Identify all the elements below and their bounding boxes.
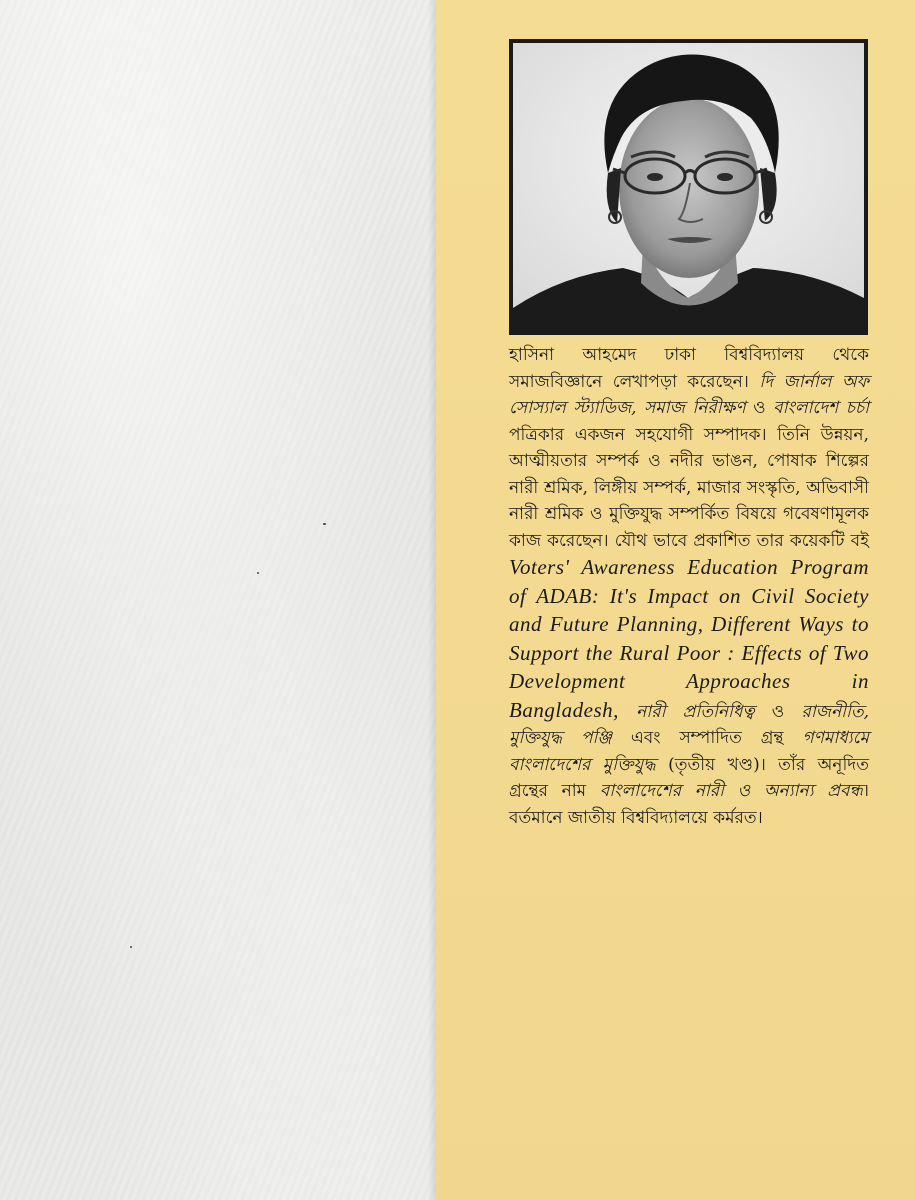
bio-text: পত্রিকার একজন সহযোগী সম্পাদক। তিনি উন্নয়ন, আত্মীয়তার সম্পর্ক ও নদীর ভাঙন, পোষাক শিল্পের নারী শ্রমিক, লিঙ্গীয় সম্পর্ক, মাজার সংস্কৃতি, অভিবাসী নারী শ্রমিক ও মুক্তিযুদ্ধ সম্পর্কিত বিষয়ে গবেষণামূলক কাজ করেছেন। যৌথ ভাবে প্রকাশিত তার কয়েকটি বই [509, 424, 869, 551]
author-photo [513, 43, 864, 331]
author-biography [509, 342, 869, 831]
bio-text: ও [745, 398, 774, 418]
bio-journal-title: বাংলাদেশ চর্চা [773, 398, 869, 418]
bio-book-title: রাজনীতি, মুক্তিযুদ্ধ পঞ্জি [509, 701, 870, 748]
bio-english-book-titles: Voters' Awareness Education Program of ADAB: It's Impact on Civil Society and Future Planning, Different Ways to Support the Rural Poor : Effects of Two Development Approaches in Bangladesh, [509, 555, 869, 722]
bio-text: হাসিনা আহমেদ ঢাকা বিশ্ববিদ্যালয় থেকে সমাজবিজ্ঞানে লেখাপড়া করেছেন। [509, 345, 869, 392]
bio-book-title: গণমাধ্যমে বাংলাদেশের মুক্তিযুদ্ধ [509, 728, 869, 775]
bio-text: ও [754, 701, 802, 722]
bio-text: । বর্তমানে জাতীয় বিশ্ববিদ্যালয়ে কর্মরত। [509, 781, 869, 828]
bio-text: (তৃতীয় খণ্ড)। তাঁর অনূদিত গ্রন্থের নাম [509, 754, 869, 801]
bio-book-title: বাংলাদেশের নারী ও অন্যান্য প্রবন্ধ [599, 781, 863, 801]
bio-book-title: নারী প্রতিনিধিত্ব [636, 701, 755, 722]
bio-journal-title: দি জার্নাল অফ সোস্যাল স্ট্যাডিজ, সমাজ নিরীক্ষণ [509, 371, 869, 418]
spine-speck [323, 523, 326, 525]
book-spine-white [0, 0, 436, 1200]
spine-speck [130, 946, 132, 948]
author-portrait-image [513, 43, 864, 331]
bio-text [619, 702, 636, 722]
spine-speck [257, 572, 259, 574]
author-photo-frame [509, 39, 868, 335]
bio-text: এবং সম্পাদিত গ্রন্থ [611, 728, 803, 748]
